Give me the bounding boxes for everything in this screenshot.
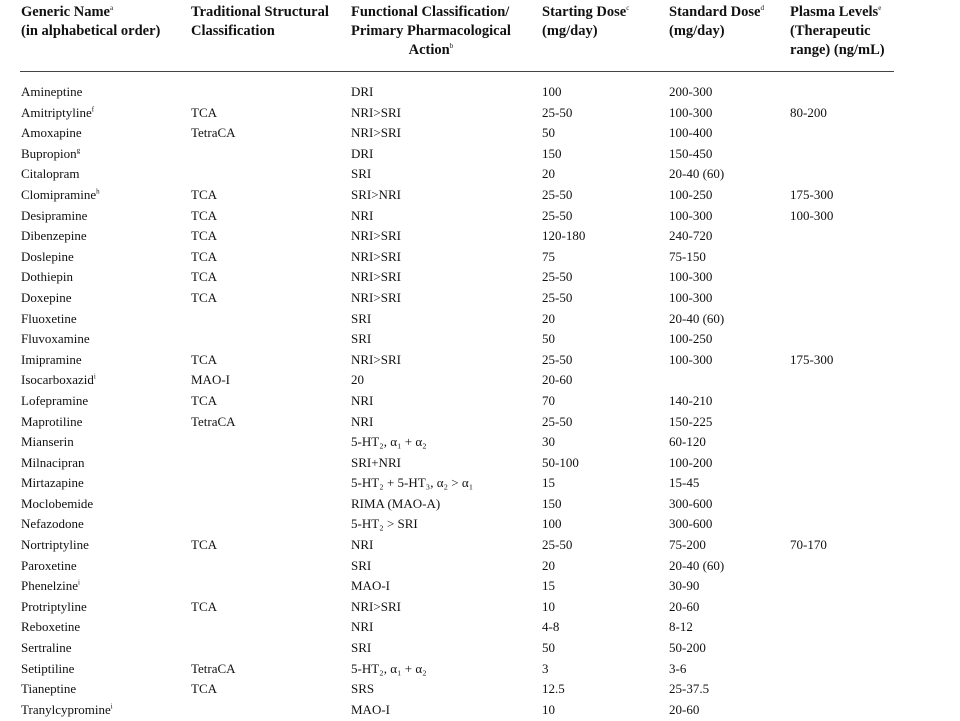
standard-dose-cell: 300-600	[669, 516, 713, 532]
functional-classification-cell: NRI>SRI	[351, 351, 401, 367]
standard-dose-cell: 20-40 (60)	[669, 310, 725, 326]
standard-dose-cell: 100-300	[669, 351, 713, 367]
functional-classification-cell: 5-HT₂ > SRI	[351, 516, 418, 532]
starting-dose-cell: 150	[542, 145, 562, 161]
starting-dose-cell: 25-50	[542, 413, 573, 429]
functional-classification-cell: NRI>SRI	[351, 125, 401, 141]
structural-classification-cell: TCA	[191, 207, 217, 223]
header-structural-sublabel: Classification	[191, 23, 275, 39]
functional-classification-cell: NRI>SRI	[351, 248, 401, 264]
generic-name-text: Moclobemide	[21, 495, 94, 511]
structural-classification-cell: TetraCA	[191, 413, 236, 429]
header-functional-sublabel: Primary Pharmacological	[351, 23, 511, 39]
functional-classification-cell: MAO-I	[351, 578, 390, 594]
standard-dose-cell: 50-200	[669, 640, 706, 656]
structural-classification-cell: TCA	[191, 228, 217, 244]
header-functional-label: Functional Classification/	[351, 4, 510, 20]
table-row	[0, 371, 960, 392]
functional-classification-cell: DRI	[351, 145, 374, 161]
table-row	[0, 495, 960, 516]
structural-classification-cell: TCA	[191, 537, 217, 553]
structural-classification-cell: TCA	[191, 351, 217, 367]
starting-dose-cell: 150	[542, 495, 562, 511]
starting-dose-cell: 20	[542, 557, 555, 573]
generic-name-text: Sertraline	[21, 640, 72, 656]
structural-classification-cell: TCA	[191, 186, 217, 202]
starting-dose-cell: 20	[542, 310, 555, 326]
header-starting-dose-unit: (mg/day)	[542, 23, 598, 39]
standard-dose-cell: 240-720	[669, 228, 713, 244]
footnote-marker: d	[760, 4, 764, 13]
starting-dose-cell: 25-50	[542, 207, 573, 223]
footnote-marker: g	[76, 146, 81, 155]
standard-dose-cell: 20-60	[669, 598, 700, 614]
standard-dose-cell: 100-300	[669, 269, 713, 285]
table-row	[0, 536, 960, 557]
generic-name-text: Fluoxetine	[21, 310, 77, 326]
functional-classification-cell: SRI	[351, 557, 372, 573]
generic-name-cell	[21, 495, 93, 513]
generic-name-text: Amineptine	[21, 84, 83, 99]
table-row	[0, 392, 960, 413]
starting-dose-cell: 25-50	[542, 537, 573, 553]
standard-dose-cell: 15-45	[669, 475, 700, 491]
table-row	[0, 330, 960, 351]
plasma-levels-cell: 100-300	[790, 207, 834, 223]
generic-name-text: Milnacipran	[21, 454, 85, 470]
table-row	[0, 474, 960, 495]
table-row	[0, 310, 960, 331]
table-row	[0, 83, 960, 104]
generic-name-text: Citalopram	[21, 166, 80, 182]
generic-name-text: Mirtazapine	[21, 475, 84, 491]
generic-name-cell	[21, 268, 73, 286]
generic-name-text: Imipramine	[21, 351, 82, 367]
footnote-marker: f	[91, 105, 95, 114]
generic-name-cell	[21, 371, 96, 389]
header-plasma-levels-sublabel: (Therapeutic	[790, 23, 871, 39]
standard-dose-cell: 25-37.5	[669, 681, 710, 697]
functional-classification-cell: NRI	[351, 619, 374, 635]
standard-dose-cell: 150-450	[669, 145, 713, 161]
generic-name-cell	[21, 639, 72, 657]
starting-dose-cell: 100	[542, 84, 562, 99]
generic-name-text: Desipramine	[21, 207, 88, 223]
header-functional-classification	[351, 3, 511, 60]
table-row	[0, 577, 960, 598]
header-generic-name-sublabel: (in alphabetical order)	[21, 23, 161, 39]
table-row	[0, 165, 960, 186]
table-row	[0, 289, 960, 310]
starting-dose-cell: 10	[542, 701, 555, 717]
standard-dose-cell: 150-225	[669, 413, 713, 429]
header-generic-name-label: Generic Name	[21, 4, 110, 20]
functional-classification-cell: NRI>SRI	[351, 269, 401, 285]
standard-dose-cell: 100-250	[669, 331, 713, 347]
generic-name-text: Dibenzepine	[21, 228, 87, 244]
generic-name-text: Phenelzine	[21, 578, 79, 594]
standard-dose-cell: 3-6	[669, 660, 687, 676]
plasma-levels-cell: 175-300	[790, 186, 834, 202]
generic-name-cell	[21, 289, 72, 307]
starting-dose-cell: 12.5	[542, 681, 565, 697]
generic-name-text: Amoxapine	[21, 125, 82, 141]
header-functional-sublabel-2: Action	[408, 42, 450, 58]
standard-dose-cell: 100-400	[669, 125, 713, 141]
structural-classification-cell: TCA	[191, 248, 217, 264]
starting-dose-cell: 25-50	[542, 269, 573, 285]
functional-classification-cell: SRI	[351, 640, 372, 656]
generic-name-text: Nefazodone	[21, 516, 84, 532]
standard-dose-cell: 300-600	[669, 495, 713, 511]
starting-dose-cell: 20	[542, 166, 555, 182]
generic-name-text: Dothiepin	[21, 269, 73, 285]
generic-name-cell	[21, 536, 89, 554]
standard-dose-cell: 20-60	[669, 701, 700, 717]
generic-name-text: Reboxetine	[21, 619, 81, 635]
starting-dose-cell: 15	[542, 578, 555, 594]
footnote-marker: b	[449, 42, 454, 51]
table-row	[0, 207, 960, 228]
functional-classification-cell: NRI	[351, 537, 374, 553]
starting-dose-cell: 10	[542, 598, 555, 614]
standard-dose-cell: 20-40 (60)	[669, 166, 725, 182]
header-standard-dose	[669, 3, 764, 41]
table-row	[0, 701, 960, 721]
generic-name-cell	[21, 227, 87, 245]
generic-name-text: Bupropion	[21, 145, 77, 161]
functional-classification-cell: SRS	[351, 681, 375, 697]
generic-name-cell	[21, 413, 82, 431]
table-row	[0, 145, 960, 166]
generic-name-cell	[21, 680, 76, 698]
footnote-marker: e	[878, 4, 882, 13]
functional-classification-cell: 5-HT₂, α₁ + α₂	[351, 660, 427, 676]
generic-name-cell	[21, 557, 77, 575]
functional-classification-cell: SRI>NRI	[351, 186, 401, 202]
generic-name-cell	[21, 433, 74, 451]
functional-classification-cell: 5-HT₂ + 5-HT₃, α₂ > α₁	[351, 475, 474, 491]
generic-name-cell	[21, 351, 82, 369]
header-plasma-levels-label: Plasma Levels	[790, 4, 879, 20]
footnote-marker: i	[93, 372, 96, 381]
generic-name-cell	[21, 577, 80, 595]
structural-classification-cell: TetraCA	[191, 660, 236, 676]
table-row	[0, 186, 960, 207]
standard-dose-cell: 30-90	[669, 578, 700, 594]
starting-dose-cell: 50	[542, 640, 555, 656]
generic-name-cell	[21, 392, 88, 410]
functional-classification-cell: NRI	[351, 392, 374, 408]
starting-dose-cell: 75	[542, 248, 555, 264]
generic-name-cell	[21, 515, 84, 533]
table-row	[0, 433, 960, 454]
generic-name-text: Tianeptine	[21, 681, 77, 697]
generic-name-cell	[21, 248, 74, 266]
generic-name-cell	[21, 207, 87, 225]
header-standard-dose-label: Standard Dose	[669, 4, 761, 20]
standard-dose-cell: 140-210	[669, 392, 713, 408]
functional-classification-cell: NRI>SRI	[351, 228, 401, 244]
generic-name-cell	[21, 310, 77, 328]
functional-classification-cell: NRI>SRI	[351, 104, 401, 120]
standard-dose-cell: 75-200	[669, 537, 706, 553]
generic-name-cell	[21, 186, 100, 204]
header-structural-classification	[191, 3, 329, 41]
table-row	[0, 454, 960, 475]
structural-classification-cell: TCA	[191, 392, 217, 408]
functional-classification-cell: 20	[351, 372, 364, 388]
generic-name-text: Paroxetine	[21, 557, 77, 573]
structural-classification-cell: MAO-I	[191, 372, 230, 388]
starting-dose-cell: 70	[542, 392, 555, 408]
functional-classification-cell: NRI>SRI	[351, 289, 401, 305]
generic-name-cell	[21, 104, 94, 122]
table-row	[0, 413, 960, 434]
table-row	[0, 248, 960, 269]
header-starting-dose-label: Starting Dose	[542, 4, 627, 20]
starting-dose-cell: 25-50	[542, 351, 573, 367]
generic-name-cell	[21, 124, 82, 142]
generic-name-text: Protriptyline	[21, 598, 87, 614]
standard-dose-cell: 200-300	[669, 84, 713, 99]
table-header	[0, 0, 960, 70]
starting-dose-cell: 3	[542, 660, 549, 676]
generic-name-text: Isocarboxazid	[21, 372, 94, 388]
functional-classification-cell: DRI	[351, 84, 374, 99]
generic-name-text: Doslepine	[21, 248, 74, 264]
standard-dose-cell: 75-150	[669, 248, 706, 264]
generic-name-cell	[21, 598, 87, 616]
starting-dose-cell: 50-100	[542, 454, 579, 470]
starting-dose-cell: 25-50	[542, 104, 573, 120]
standard-dose-cell: 8-12	[669, 619, 693, 635]
structural-classification-cell: TCA	[191, 598, 217, 614]
standard-dose-cell: 60-120	[669, 434, 706, 450]
generic-name-text: Nortriptyline	[21, 537, 89, 553]
standard-dose-cell: 100-300	[669, 207, 713, 223]
functional-classification-cell: NRI	[351, 413, 374, 429]
functional-classification-cell: SRI+NRI	[351, 454, 401, 470]
footnote-marker: h	[96, 187, 100, 196]
generic-name-text: Tranylcypromine	[21, 701, 111, 717]
footnote-marker: a	[109, 4, 114, 13]
structural-classification-cell: TCA	[191, 269, 217, 285]
generic-name-cell	[21, 330, 90, 348]
generic-name-text: Amitriptyline	[21, 104, 92, 120]
plasma-levels-cell: 70-170	[790, 537, 827, 553]
table-row	[0, 598, 960, 619]
table-row	[0, 124, 960, 145]
table-row	[0, 227, 960, 248]
standard-dose-cell: 20-40 (60)	[669, 557, 725, 573]
table-row	[0, 680, 960, 701]
generic-name-cell	[21, 474, 84, 492]
functional-classification-cell: MAO-I	[351, 701, 390, 717]
generic-name-text: Clomipramine	[21, 186, 97, 202]
generic-name-cell	[21, 454, 85, 472]
starting-dose-cell: 15	[542, 475, 555, 491]
header-generic-name	[21, 3, 160, 41]
structural-classification-cell: TCA	[191, 289, 217, 305]
starting-dose-cell: 25-50	[542, 186, 573, 202]
generic-name-text: Lofepramine	[21, 392, 89, 408]
generic-name-cell	[21, 660, 74, 678]
table-row	[0, 618, 960, 639]
starting-dose-cell: 50	[542, 125, 555, 141]
header-starting-dose	[542, 3, 629, 41]
functional-classification-cell: SRI	[351, 310, 372, 326]
generic-name-cell	[21, 83, 82, 101]
generic-name-text: Maprotiline	[21, 413, 83, 429]
generic-name-text: Doxepine	[21, 289, 72, 305]
functional-classification-cell: SRI	[351, 166, 372, 182]
starting-dose-cell: 4-8	[542, 619, 560, 635]
starting-dose-cell: 50	[542, 331, 555, 347]
functional-classification-cell: NRI>SRI	[351, 598, 401, 614]
starting-dose-cell: 30	[542, 434, 555, 450]
table-row	[0, 351, 960, 372]
structural-classification-cell: TCA	[191, 104, 217, 120]
starting-dose-cell: 100	[542, 516, 562, 532]
header-standard-dose-unit: (mg/day)	[669, 23, 725, 39]
starting-dose-cell: 120-180	[542, 228, 586, 244]
functional-classification-cell: 5-HT₂, α₁ + α₂	[351, 434, 427, 450]
standard-dose-cell: 100-300	[669, 289, 713, 305]
generic-name-cell	[21, 618, 80, 636]
starting-dose-cell: 25-50	[542, 289, 573, 305]
generic-name-text: Setiptiline	[21, 660, 75, 676]
structural-classification-cell: TCA	[191, 681, 217, 697]
table-row	[0, 557, 960, 578]
generic-name-cell	[21, 701, 113, 719]
generic-name-text: Fluvoxamine	[21, 331, 90, 347]
structural-classification-cell: TetraCA	[191, 125, 236, 141]
header-divider	[20, 71, 894, 72]
plasma-levels-cell: 80-200	[790, 104, 827, 120]
plasma-levels-cell: 175-300	[790, 351, 834, 367]
functional-classification-cell: NRI	[351, 207, 374, 223]
starting-dose-cell: 20-60	[542, 372, 573, 388]
footnote-marker: i	[110, 702, 113, 711]
header-structural-label: Traditional Structural	[191, 4, 329, 20]
generic-name-cell	[21, 145, 80, 163]
functional-classification-cell: SRI	[351, 331, 372, 347]
footnote-marker: c	[626, 4, 630, 13]
standard-dose-cell: 100-250	[669, 186, 713, 202]
standard-dose-cell: 100-300	[669, 104, 713, 120]
header-plasma-levels-sublabel-2: range) (ng/mL)	[790, 42, 885, 58]
generic-name-text: Mianserin	[21, 434, 74, 450]
table-row	[0, 268, 960, 289]
header-plasma-levels	[790, 3, 885, 60]
table-body	[0, 83, 960, 721]
functional-classification-cell: RIMA (MAO-A)	[351, 495, 441, 511]
table-row	[0, 104, 960, 125]
footnote-marker: i	[78, 578, 80, 587]
standard-dose-cell: 100-200	[669, 454, 713, 470]
generic-name-cell	[21, 165, 80, 183]
table-row	[0, 660, 960, 681]
table-row	[0, 639, 960, 660]
table-row	[0, 515, 960, 536]
